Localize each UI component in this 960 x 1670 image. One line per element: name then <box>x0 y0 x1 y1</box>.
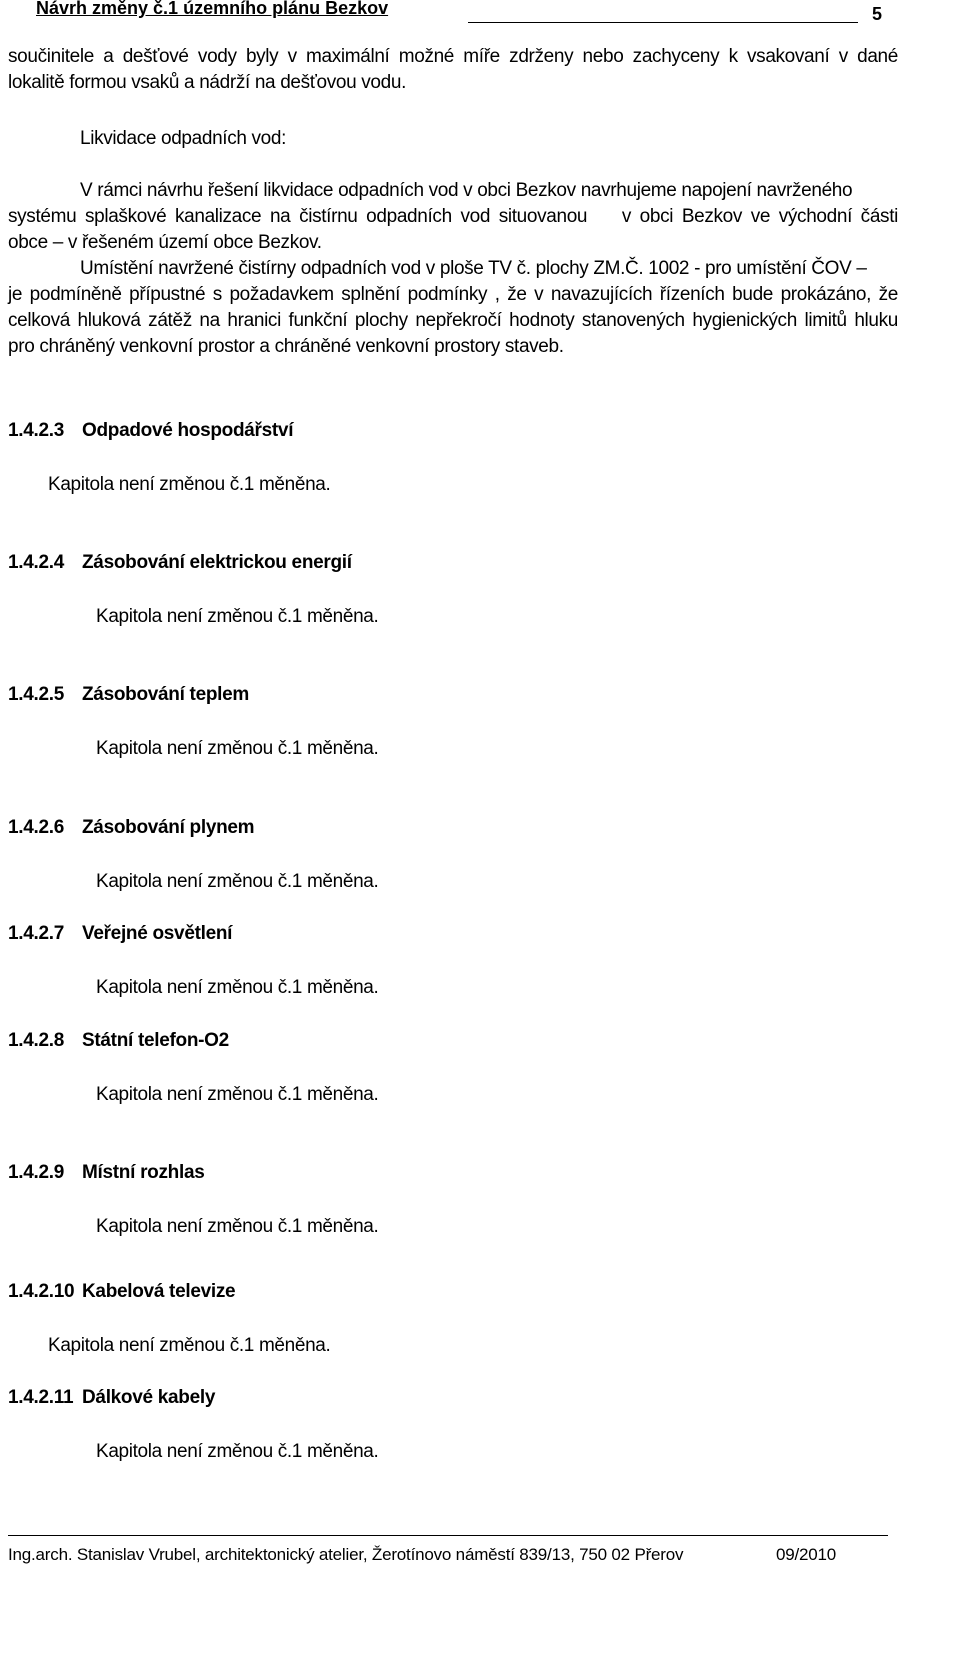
page-number: 5 <box>871 4 882 24</box>
section-number: 1.4.2.4 <box>8 552 65 573</box>
section-text: Kapitola není změnou č.1 měněna. <box>48 1335 331 1356</box>
section-title: Státní telefon-O2 <box>82 1030 229 1051</box>
section-number: 1.4.2.8 <box>8 1030 65 1051</box>
section-number: 1.4.2.6 <box>8 817 65 838</box>
section-title: Odpadové hospodářství <box>82 420 294 441</box>
footer-author: Ing.arch. Stanislav Vrubel, architektonický atelier, Žerotínovo náměstí 839/13, 750 02 Přerov <box>8 1545 684 1564</box>
section-number: 1.4.2.10 <box>8 1281 75 1302</box>
paragraph-line: pro chráněný venkovní prostor a chráněné venkovní prostory staveb. <box>8 336 564 357</box>
section-text: Kapitola není změnou č.1 měněna. <box>96 977 379 998</box>
footer-date: 09/2010 <box>775 1545 836 1564</box>
section-text: Kapitola není změnou č.1 měněna. <box>96 1216 379 1237</box>
intro-line: součinitele a dešťové vody byly v maximální možné míře zdrženy nebo zachyceny k vsakovaní v dané <box>8 46 898 67</box>
section-title: Místní rozhlas <box>82 1162 205 1183</box>
section-number: 1.4.2.5 <box>8 684 65 705</box>
paragraph-line: Umístění navržené čistírny odpadních vod v ploše TV č. plochy ZM.Č. 1002 - pro umístění ČOV – <box>80 258 867 279</box>
section-text: Kapitola není změnou č.1 měněna. <box>96 1084 379 1105</box>
section-number: 1.4.2.11 <box>8 1387 74 1408</box>
section-title: Zásobování elektrickou energií <box>82 552 352 573</box>
section-text: Kapitola není změnou č.1 měněna. <box>96 738 379 759</box>
section-number: 1.4.2.9 <box>8 1162 65 1183</box>
section-title: Zásobování plynem <box>82 817 255 838</box>
section-number: 1.4.2.3 <box>8 420 65 441</box>
section-number: 1.4.2.7 <box>8 923 65 944</box>
paragraph-line: obce – v řešeném území obce Bezkov. <box>8 232 322 253</box>
section-title: Kabelová televize <box>82 1281 236 1302</box>
section-text: Kapitola není změnou č.1 měněna. <box>48 474 331 495</box>
paragraph-line: je podmíněně přípustné s požadavkem splnění podmínky , že v navazujících řízeních bude prokázáno, že <box>8 284 898 305</box>
section-text: Kapitola není změnou č.1 měněna. <box>96 606 379 627</box>
wastewater-heading: Likvidace odpadních vod: <box>80 128 287 149</box>
section-title: Zásobování teplem <box>82 684 249 705</box>
paragraph-line: celková hluková zátěž na hranici funkční plochy nepřekročí hodnoty stanovených hygienických limitů hluku <box>8 310 898 331</box>
section-title: Veřejné osvětlení <box>82 923 233 944</box>
paragraph-line: V rámci návrhu řešení likvidace odpadních vod v obci Bezkov navrhujeme napojení navrženého <box>80 180 853 201</box>
intro-line: lokalitě formou vsaků a nádrží na dešťovou vodu. <box>8 72 407 93</box>
section-title: Dálkové kabely <box>82 1387 216 1408</box>
document-title: Návrh změny č.1 územního plánu Bezkov <box>36 0 389 18</box>
footer-rule <box>8 1535 888 1536</box>
paragraph-line: systému splaškové kanalizace na čistírnu odpadních vod situovanou v obci Bezkov ve východní části <box>8 206 898 227</box>
section-text: Kapitola není změnou č.1 měněna. <box>96 1441 379 1462</box>
section-text: Kapitola není změnou č.1 měněna. <box>96 871 379 892</box>
header-rule <box>468 22 858 23</box>
